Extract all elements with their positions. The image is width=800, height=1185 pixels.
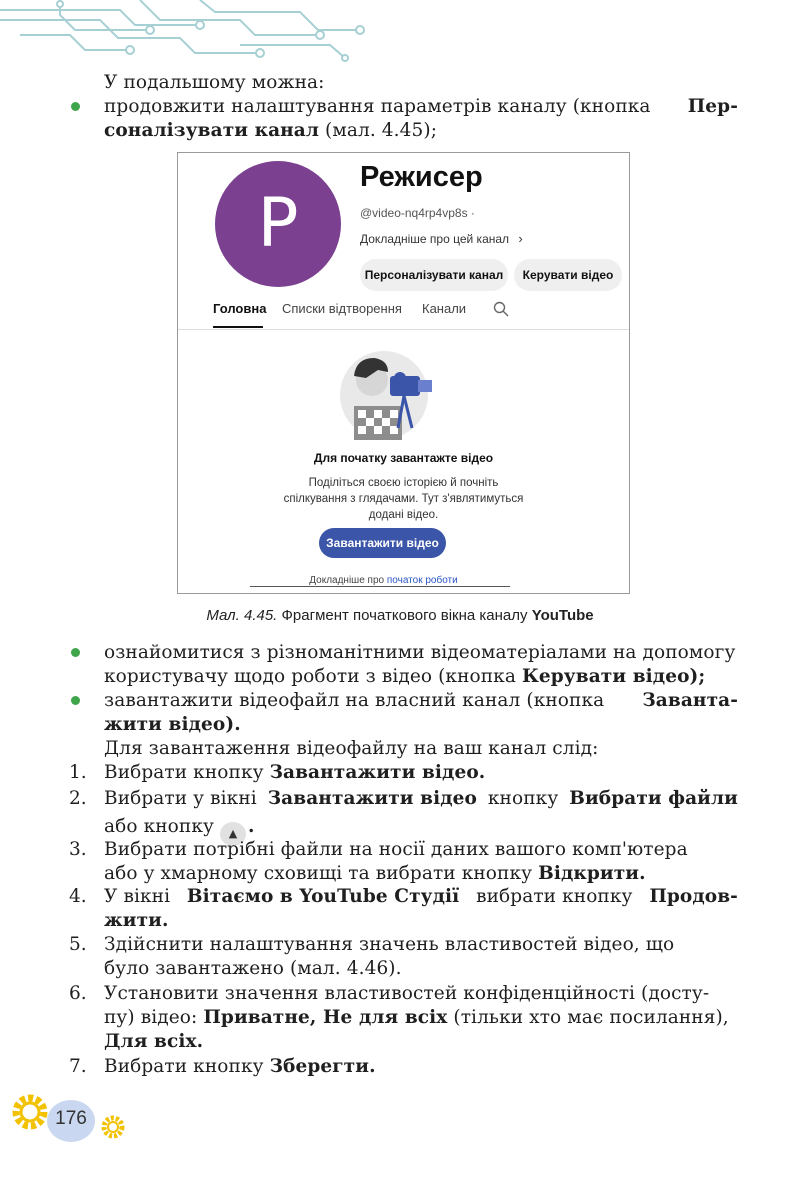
step-4-bold-d: Продов- xyxy=(649,886,738,907)
step-1 xyxy=(104,761,738,785)
bullet-dot xyxy=(71,648,80,657)
channel-handle: @video-nq4rp4vp8s · xyxy=(360,206,475,220)
bullet-2 xyxy=(104,641,738,689)
bullet-dot xyxy=(71,102,80,111)
figure-caption xyxy=(0,607,800,624)
bullet-dot xyxy=(71,696,80,705)
channel-more-link[interactable] xyxy=(360,231,523,246)
channel-avatar: P xyxy=(215,161,341,287)
bullet-1 xyxy=(104,95,738,143)
step-5-line1: Здійснити налаштування значень властивостей відео, що xyxy=(104,934,675,955)
step-7-text: Вибрати кнопку xyxy=(104,1056,264,1077)
channel-name: Режисер xyxy=(360,161,483,193)
bullet-2-line2: користувачу щодо роботи з відео (кнопка xyxy=(104,666,516,687)
youtube-channel-screenshot xyxy=(177,152,630,594)
gear-icon xyxy=(100,1114,126,1140)
step-4-text-c: вибрати кнопку xyxy=(476,886,633,907)
getting-started-link[interactable]: початок роботи xyxy=(386,575,458,586)
gear-icon xyxy=(10,1092,50,1132)
step-1-text: Вибрати кнопку xyxy=(104,762,264,783)
step-4-bold-e: жити. xyxy=(104,910,169,931)
step-number: 2. xyxy=(69,788,87,809)
empty-desc-line-2: спілкування з глядачами. Тут з'являтимуться xyxy=(283,493,524,505)
active-tab-underline xyxy=(213,326,263,328)
step-4-text-a: У вікні xyxy=(104,886,171,907)
bullet-1-line1: продовжити налаштування параметрів каналу (кнопка xyxy=(104,96,651,117)
bullet-1-rest: (мал. 4.45); xyxy=(325,120,438,141)
bullet-2-bold: Керувати відео); xyxy=(521,666,706,687)
learn-underline xyxy=(250,586,510,587)
step-6-text-b: пу) відео: xyxy=(104,1007,198,1028)
empty-desc-line-3: додані відео. xyxy=(368,509,439,521)
empty-desc-line-1: Поділіться своєю історією й почніть xyxy=(308,477,499,489)
step-number: 3. xyxy=(69,839,87,860)
tab-home[interactable]: Головна xyxy=(213,301,267,316)
step-4 xyxy=(104,885,738,933)
filmmaker-illustration xyxy=(338,348,438,440)
caption-text: Фрагмент початкового вікна каналу xyxy=(281,607,528,624)
intro-text: У подальшому можна: xyxy=(104,72,325,93)
tab-playlists[interactable]: Списки відтворення xyxy=(282,301,402,316)
step-6-line1: Установити значення властивостей конфіденційності (досту- xyxy=(104,983,710,1004)
bullet-3-line1: завантажити відеофайл на власний канал (кнопка xyxy=(104,690,605,711)
step-5-line2: було завантажено (мал. 4.46). xyxy=(104,958,402,979)
step-2-text-e: або кнопку xyxy=(104,816,214,837)
step-3-line1: Вибрати потрібні файли на носії даних вашого комп'ютера xyxy=(104,839,688,860)
bullet-1-bold2: соналізувати канал xyxy=(104,120,320,141)
tab-channels[interactable]: Канали xyxy=(422,301,467,316)
step-2-text-c: кнопку xyxy=(487,788,559,809)
step-1-end: . xyxy=(478,762,486,783)
step-6-bold-e: Для всіх. xyxy=(104,1031,204,1052)
bullet-3-bold2: жити відео). xyxy=(104,714,241,735)
steps-intro: Для завантаження відеофайлу на ваш канал слід: xyxy=(104,738,599,759)
step-2-end: . xyxy=(247,816,255,837)
page-number: 176 xyxy=(55,1108,87,1129)
caption-label: Мал. 4.45. xyxy=(206,607,278,624)
step-6 xyxy=(104,982,738,1054)
caption-bold: YouTube xyxy=(531,607,594,624)
step-7 xyxy=(104,1055,738,1079)
step-5 xyxy=(104,933,738,981)
circuit-decoration xyxy=(0,0,370,62)
manage-videos-button[interactable]: Керувати відео xyxy=(514,259,622,291)
step-2-bold-d: Вибрати файли xyxy=(569,788,738,809)
bullet-1-bold1: Пер- xyxy=(687,96,738,117)
customize-channel-button[interactable]: Персоналізувати канал xyxy=(360,259,508,291)
step-number: 5. xyxy=(69,934,87,955)
step-3-bold: Відкрити xyxy=(538,863,640,884)
search-icon[interactable] xyxy=(493,301,509,317)
chevron-right-icon: › xyxy=(518,231,523,246)
step-4-bold-b: Вітаємо в YouTube Студії xyxy=(186,886,460,907)
bullet-2-line1: ознайомитися з різноманітними відеоматеріалами на допомогу xyxy=(104,642,736,663)
step-6-text-d: (тільки хто має посилання), xyxy=(453,1007,729,1028)
page-number-badge xyxy=(47,1100,95,1142)
tab-divider xyxy=(178,329,629,330)
step-6-bold-c: Приватне, Не для всіх xyxy=(203,1007,448,1028)
channel-more-label: Докладніше про цей канал xyxy=(360,232,510,246)
step-3 xyxy=(104,838,738,886)
step-number: 1. xyxy=(69,762,87,783)
empty-state-title: Для початку завантажте відео xyxy=(313,451,494,465)
step-number: 6. xyxy=(69,983,87,1004)
step-7-bold: Зберегти xyxy=(269,1056,370,1077)
upload-icon: ▲ xyxy=(220,822,246,846)
step-7-end: . xyxy=(369,1056,376,1077)
learn-more-text xyxy=(178,575,589,586)
step-3-line2: або у хмарному сховищі та вибрати кнопку xyxy=(104,863,533,884)
step-2-text-a: Вибрати у вікні xyxy=(104,788,257,809)
step-3-end: . xyxy=(639,863,646,884)
bullet-3 xyxy=(104,689,738,737)
step-1-bold: Завантажити відео xyxy=(269,762,479,783)
bullet-3-bold1: Заванта- xyxy=(642,690,738,711)
upload-video-button[interactable]: Завантажити відео xyxy=(319,528,446,558)
step-number: 4. xyxy=(69,886,87,907)
step-2-bold-b: Завантажити відео xyxy=(267,788,477,809)
step-number: 7. xyxy=(69,1056,87,1077)
empty-state-description xyxy=(178,475,629,523)
learn-more-label: Докладніше про xyxy=(309,575,385,586)
